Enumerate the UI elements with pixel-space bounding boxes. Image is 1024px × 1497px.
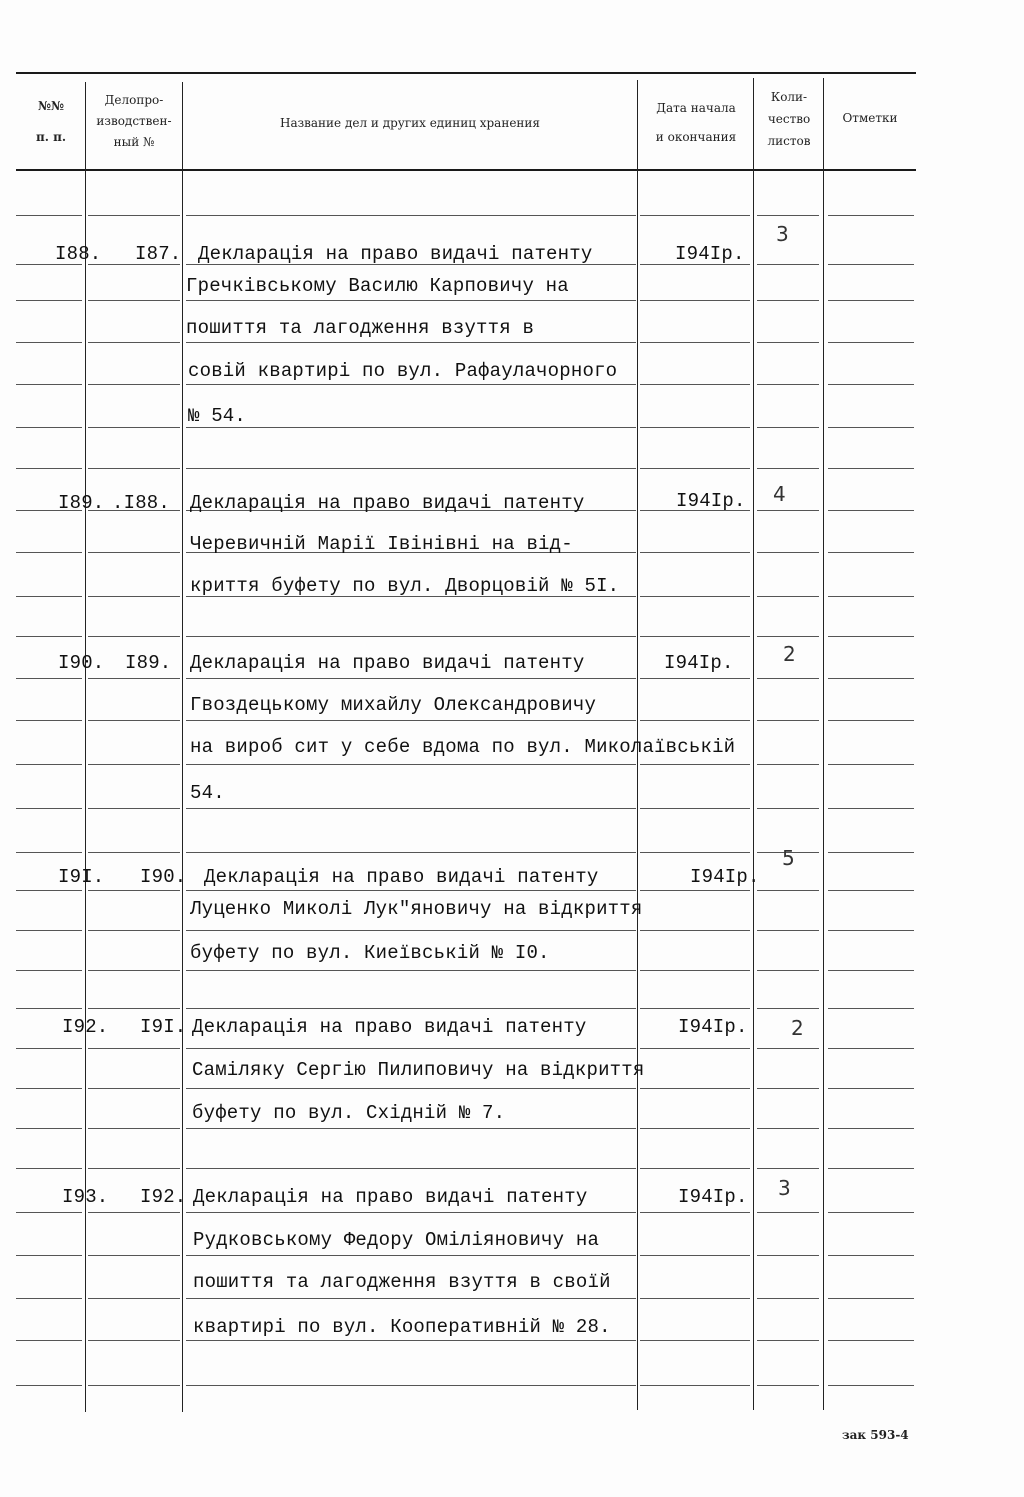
ruled-line	[88, 1168, 180, 1169]
ruled-line	[16, 636, 82, 637]
ruled-line	[757, 427, 819, 428]
title-line: Луценко Миколі Лук"яновичу на відкриття	[190, 898, 643, 920]
ruled-line	[16, 930, 82, 931]
sheet-count: 2	[791, 1016, 804, 1040]
ruled-line	[757, 930, 819, 931]
ruled-line	[88, 1340, 180, 1341]
ruled-line	[828, 427, 914, 428]
col-divider-2	[182, 82, 183, 1412]
sheet-count: 2	[783, 642, 796, 666]
ruled-line	[757, 1212, 819, 1213]
ruled-line	[828, 468, 914, 469]
ruled-line	[16, 1088, 82, 1089]
ruled-line	[757, 890, 819, 891]
ruled-line	[186, 764, 636, 765]
ruled-line	[88, 1128, 180, 1129]
ruled-line	[16, 300, 82, 301]
title-line: пошиття та лагодження взуття в своїй	[193, 1271, 611, 1293]
ruled-line	[640, 384, 750, 385]
office-number: I87.	[135, 243, 182, 265]
ruled-line	[828, 215, 914, 216]
col-divider-1	[85, 82, 86, 1412]
ruled-line	[16, 890, 82, 891]
ruled-line	[757, 510, 819, 511]
ruled-line	[757, 384, 819, 385]
ruled-line	[757, 596, 819, 597]
ruled-line	[640, 1088, 750, 1089]
header-top-rule	[16, 72, 916, 74]
title-line: Декларація на право видачі патенту	[190, 492, 585, 514]
ruled-line	[16, 852, 82, 853]
header-col-num: №№ п. п.	[35, 99, 67, 144]
ruled-line	[757, 1340, 819, 1341]
ruled-line	[828, 720, 914, 721]
ruled-line	[757, 552, 819, 553]
date-range: I94Iр.	[664, 652, 734, 674]
ruled-line	[640, 636, 750, 637]
title-line: Декларація на право видачі патенту	[204, 866, 599, 888]
ruled-line	[88, 1385, 180, 1386]
ruled-line	[828, 852, 914, 853]
ruled-line	[16, 1128, 82, 1129]
title-line: № 54.	[188, 405, 247, 427]
title-line: Декларація на право видачі патенту	[192, 1016, 587, 1038]
ruled-line	[16, 970, 82, 971]
ruled-line	[757, 678, 819, 679]
ruled-line	[88, 1008, 180, 1009]
ruled-line	[828, 384, 914, 385]
ruled-line	[16, 1385, 82, 1386]
ruled-line	[88, 1088, 180, 1089]
ruled-line	[186, 1008, 636, 1009]
ruled-line	[16, 552, 82, 553]
title-line: совій квартирі по вул. Рафаулачорного	[188, 360, 618, 382]
col-divider-4	[753, 78, 754, 1410]
ruled-line	[828, 1212, 914, 1213]
title-line: Рудковському Федору Оміліяновичу на	[193, 1229, 600, 1251]
ruled-line	[16, 1340, 82, 1341]
ruled-line	[640, 1008, 750, 1009]
title-line: буфету по вул. Східній № 7.	[192, 1102, 506, 1124]
office-number: I89.	[125, 652, 172, 674]
date-range: I94Iр.	[675, 243, 745, 265]
ruled-line	[828, 890, 914, 891]
ruled-line	[88, 1212, 180, 1213]
sheet-count: 3	[776, 222, 789, 246]
row-number: I93.	[62, 1186, 109, 1208]
ruled-line	[16, 468, 82, 469]
ruled-line	[640, 930, 750, 931]
ruled-line	[186, 1088, 636, 1089]
ruled-line	[828, 552, 914, 553]
ruled-line	[16, 342, 82, 343]
ruled-line	[88, 930, 180, 931]
print-order-number: зак 593-4	[842, 1428, 909, 1442]
ruled-line	[186, 468, 636, 469]
ruled-line	[640, 552, 750, 553]
ruled-line	[186, 720, 636, 721]
title-line: Декларація на право видачі патенту	[190, 652, 585, 674]
ruled-line	[757, 300, 819, 301]
ruled-line	[640, 1340, 750, 1341]
ruled-line	[16, 1168, 82, 1169]
ruled-line	[186, 300, 636, 301]
ruled-line	[640, 1168, 750, 1169]
ruled-line	[757, 1255, 819, 1256]
row-number: I89.	[58, 492, 105, 514]
ruled-line	[186, 1168, 636, 1169]
ruled-line	[828, 1128, 914, 1129]
ruled-line	[16, 764, 82, 765]
ruled-line	[186, 342, 636, 343]
ruled-line	[640, 852, 750, 853]
ruled-line	[88, 384, 180, 385]
ruled-line	[828, 764, 914, 765]
col-divider-5	[823, 78, 824, 1410]
ruled-line	[640, 970, 750, 971]
header-col-office: Делопро- изводствен- ный №	[96, 93, 172, 149]
date-range: I94Iр.	[676, 490, 746, 512]
office-number: I92.	[140, 1186, 187, 1208]
office-number: .I88.	[112, 492, 171, 514]
ruled-line	[186, 1385, 636, 1386]
ruled-line	[88, 215, 180, 216]
ruled-line	[828, 1048, 914, 1049]
ruled-line	[186, 1128, 636, 1129]
title-line: Декларація на право видачі патенту	[198, 243, 593, 265]
ruled-line	[757, 720, 819, 721]
ruled-line	[757, 1048, 819, 1049]
ruled-line	[640, 678, 750, 679]
ruled-line	[828, 678, 914, 679]
ruled-line	[828, 510, 914, 511]
ruled-line	[88, 552, 180, 553]
sheet-count: 5	[782, 846, 795, 870]
ruled-line	[757, 970, 819, 971]
ruled-line	[88, 427, 180, 428]
ruled-line	[640, 890, 750, 891]
title-line: Гвоздецькому михайлу Олександровичу	[190, 694, 597, 716]
row-number: I9I.	[58, 866, 105, 888]
header-col-title: Название дел и других единиц хранения	[279, 116, 540, 130]
ruled-line	[186, 890, 636, 891]
ruled-line	[828, 1088, 914, 1089]
ruled-line	[640, 1385, 750, 1386]
ruled-line	[186, 808, 636, 809]
date-range: I94Iр.	[678, 1186, 748, 1208]
header-col-sheets: Коли- чество листов	[767, 90, 811, 148]
title-line: на вироб сит у себе вдома по вул. Миколаївській	[190, 736, 736, 758]
ruled-line	[640, 808, 750, 809]
ruled-line	[640, 342, 750, 343]
ruled-line	[757, 264, 819, 265]
title-line: пошиття та лагодження взуття в	[186, 317, 535, 339]
ruled-line	[757, 215, 819, 216]
ruled-line	[640, 720, 750, 721]
ruled-line	[88, 300, 180, 301]
ruled-line	[88, 890, 180, 891]
ruled-line	[640, 764, 750, 765]
ruled-line	[16, 384, 82, 385]
row-number: I90.	[58, 652, 105, 674]
ruled-line	[186, 215, 636, 216]
ruled-line	[828, 930, 914, 931]
ruled-line	[828, 970, 914, 971]
ruled-line	[186, 1340, 636, 1341]
row-number: I88.	[55, 243, 102, 265]
ruled-line	[640, 1128, 750, 1129]
ruled-line	[16, 808, 82, 809]
ruled-line	[16, 1255, 82, 1256]
ruled-line	[757, 1128, 819, 1129]
title-line: криття буфету по вул. Дворцовій № 5I.	[190, 575, 620, 597]
ruled-line	[88, 468, 180, 469]
ruled-line	[88, 342, 180, 343]
ruled-line	[88, 764, 180, 765]
ruled-line	[88, 1048, 180, 1049]
ruled-line	[828, 300, 914, 301]
ruled-line	[186, 1298, 636, 1299]
ruled-line	[16, 1048, 82, 1049]
ruled-line	[186, 970, 636, 971]
ruled-line	[757, 1008, 819, 1009]
ruled-line	[828, 342, 914, 343]
header-col-dates: Дата начала и окончания	[655, 101, 737, 144]
office-number: I9I.	[140, 1016, 187, 1038]
ruled-line	[16, 427, 82, 428]
ruled-line	[640, 1298, 750, 1299]
ruled-line	[186, 678, 636, 679]
ruled-line	[828, 264, 914, 265]
ruled-line	[186, 930, 636, 931]
ruled-line	[16, 1298, 82, 1299]
ruled-line	[828, 808, 914, 809]
ruled-line	[828, 1298, 914, 1299]
title-line: буфету по вул. Киеївській № I0.	[190, 942, 550, 964]
ruled-line	[828, 596, 914, 597]
ruled-line	[640, 300, 750, 301]
ruled-line	[640, 215, 750, 216]
ruled-line	[828, 1255, 914, 1256]
ruled-line	[186, 1212, 636, 1213]
ruled-line	[828, 1385, 914, 1386]
ruled-line	[186, 636, 636, 637]
ruled-line	[828, 1008, 914, 1009]
row-number: I92.	[62, 1016, 109, 1038]
ruled-line	[186, 384, 636, 385]
ruled-line	[88, 1298, 180, 1299]
ruled-line	[186, 852, 636, 853]
ruled-line	[88, 970, 180, 971]
ruled-line	[88, 720, 180, 721]
ruled-line	[757, 1385, 819, 1386]
header-col-notes: Отметки	[842, 111, 898, 125]
ruled-line	[16, 215, 82, 216]
sheet-count: 3	[778, 1176, 791, 1200]
title-line: 54.	[190, 782, 225, 804]
ruled-line	[757, 808, 819, 809]
ruled-line	[16, 720, 82, 721]
ruled-line	[640, 1048, 750, 1049]
ruled-line	[828, 636, 914, 637]
ruled-line	[88, 678, 180, 679]
ruled-line	[640, 596, 750, 597]
ruled-line	[186, 1048, 636, 1049]
ruled-line	[16, 678, 82, 679]
ruled-line	[640, 1255, 750, 1256]
ruled-line	[88, 636, 180, 637]
ruled-line	[757, 764, 819, 765]
office-number: I90.	[140, 866, 187, 888]
ruled-line	[16, 596, 82, 597]
ruled-line	[757, 1298, 819, 1299]
ruled-line	[88, 808, 180, 809]
ruled-line	[757, 1168, 819, 1169]
ruled-line	[88, 852, 180, 853]
ruled-line	[186, 427, 636, 428]
ruled-line	[16, 1212, 82, 1213]
date-range: I94Iр.	[690, 866, 760, 888]
title-line: квартирі по вул. Кооперативній № 28.	[193, 1316, 611, 1338]
ruled-line	[757, 468, 819, 469]
title-line: Гречківському Василю Карповичу на	[186, 275, 569, 297]
ruled-line	[757, 636, 819, 637]
ruled-line	[640, 427, 750, 428]
ruled-line	[828, 1340, 914, 1341]
header-bottom-rule	[16, 169, 916, 171]
title-line: Черевичній Марії Івінівні на від-	[190, 533, 573, 555]
ruled-line	[16, 1008, 82, 1009]
ruled-line	[88, 596, 180, 597]
title-line: Саміляку Сергію Пилиповичу на відкриття	[192, 1059, 645, 1081]
sheet-count: 4	[773, 482, 786, 506]
ruled-line	[757, 342, 819, 343]
ruled-line	[828, 1168, 914, 1169]
title-line: Декларація на право видачі патенту	[193, 1186, 588, 1208]
date-range: I94Iр.	[678, 1016, 748, 1038]
ruled-line	[757, 1088, 819, 1089]
ruled-line	[640, 468, 750, 469]
ruled-line	[88, 1255, 180, 1256]
ruled-line	[640, 1212, 750, 1213]
ruled-line	[186, 1255, 636, 1256]
